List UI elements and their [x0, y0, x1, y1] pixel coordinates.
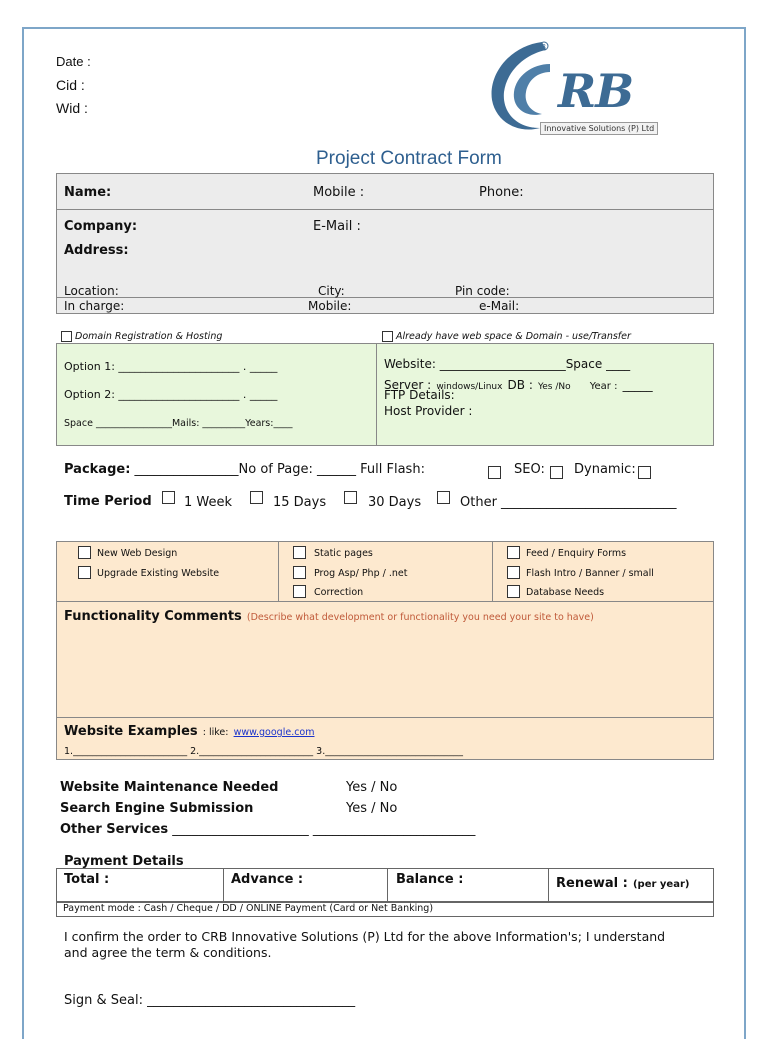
database-needs-checkbox[interactable] [507, 585, 520, 598]
date-label: Date : [56, 54, 91, 69]
correction-checkbox[interactable] [293, 585, 306, 598]
search-engine-yes-no: Yes / No [346, 801, 398, 816]
year-label: Year : [589, 381, 618, 392]
server-os-options: windows/Linux [436, 382, 503, 392]
confirmation-line-1: I confirm the order to CRB Innovative Solutions (P) Ltd for the above Information's; I understand [64, 929, 666, 944]
company-label: Company: [64, 219, 138, 234]
domain-registration-checkbox[interactable] [61, 331, 72, 342]
website-field: Website: _____________________Space ____ [384, 357, 631, 371]
logo-subtitle: Innovative Solutions (P) Ltd [540, 122, 658, 135]
package-line: ________________No of Page: ______ Full Flash: [134, 462, 425, 477]
other-period-field: Other ___________________________ [460, 495, 677, 510]
functionality-description: (Describe what development or functionality you need your site to have) [246, 612, 594, 623]
maintenance-yes-no: Yes / No [346, 780, 398, 795]
other-period-checkbox[interactable] [437, 491, 450, 504]
other-services-label: Other Services [60, 822, 169, 837]
server-label: Server : [384, 378, 432, 392]
full-flash-checkbox[interactable] [488, 466, 501, 479]
correction-label: Correction [314, 587, 364, 598]
database-needs-label: Database Needs [526, 587, 605, 598]
feed-forms-label: Feed / Enquiry Forms [526, 548, 627, 559]
divider [492, 541, 493, 601]
fifteen-days-checkbox[interactable] [250, 491, 263, 504]
renewal-note: (per year) [632, 879, 690, 890]
payment-mode-text: Payment mode : Cash / Cheque / DD / ONLINE Payment (Card or Net Banking) [63, 903, 434, 914]
email-label: E-Mail : [313, 219, 361, 234]
name-label: Name: [64, 185, 112, 200]
new-web-design-checkbox[interactable] [78, 546, 91, 559]
package-row [64, 462, 425, 477]
year-blank: _____ [622, 378, 653, 392]
divider [387, 868, 388, 902]
domain-registration-label: Domain Registration & Hosting [75, 331, 223, 342]
new-web-design-label: New Web Design [97, 548, 178, 559]
address-label: Address: [64, 243, 129, 258]
form-title: Project Contract Form [316, 148, 502, 169]
divider [56, 717, 714, 718]
time-period-label: Time Period [64, 494, 152, 509]
divider [223, 868, 224, 902]
upgrade-website-checkbox[interactable] [78, 566, 91, 579]
website-examples-title: Website Examples [64, 724, 198, 739]
sign-seal-field: Sign & Seal: ________________________________ [64, 993, 356, 1008]
crb-logo [480, 36, 730, 140]
seo-checkbox[interactable] [550, 466, 563, 479]
static-pages-checkbox[interactable] [293, 546, 306, 559]
host-provider-label: Host Provider : [384, 404, 473, 418]
existing-domain-checkbox[interactable] [382, 331, 393, 342]
space-mails-years-field: Space ________________Mails: _________Years:____ [64, 418, 293, 429]
other-services-line: _____________________ _________________________ [172, 822, 476, 837]
example-link[interactable]: www.google.com [233, 727, 315, 738]
balance-label: Balance : [396, 872, 464, 887]
divider [56, 601, 714, 602]
divider [278, 541, 279, 601]
divider [56, 297, 714, 298]
one-week-checkbox[interactable] [162, 491, 175, 504]
confirmation-line-2: and agree the term & conditions. [64, 945, 272, 960]
cid-label: Cid : [56, 77, 85, 93]
package-label: Package: [64, 462, 131, 477]
website-examples-heading [64, 720, 315, 739]
flash-intro-label: Flash Intro / Banner / small [526, 568, 654, 579]
advance-label: Advance : [231, 872, 304, 887]
svg-text:R: R [541, 43, 547, 51]
dynamic-checkbox[interactable] [638, 466, 651, 479]
thirty-days-label: 30 Days [368, 495, 422, 510]
mobile-label: Mobile : [313, 185, 365, 200]
pincode-label: Pin code: [455, 284, 510, 298]
option1-field: Option 1: ______________________ . _____ [64, 360, 278, 373]
incharge-email-label: e-Mail: [479, 299, 520, 313]
divider [548, 868, 549, 902]
website-examples-blanks: 1.________________________ 2.________________________ 3._____________________________ [64, 746, 463, 757]
client-details-panel [56, 173, 714, 314]
website-examples-like: : like: [202, 727, 229, 738]
thirty-days-checkbox[interactable] [344, 491, 357, 504]
upgrade-website-label: Upgrade Existing Website [97, 568, 220, 579]
wid-label: Wid : [56, 100, 88, 116]
db-label: DB : [507, 378, 533, 392]
option2-field: Option 2: ______________________ . _____ [64, 388, 278, 401]
divider [56, 209, 714, 210]
dynamic-label: Dynamic: [574, 462, 636, 477]
other-services-row [60, 822, 475, 837]
payment-details-title: Payment Details [64, 854, 184, 869]
divider [376, 343, 377, 446]
flash-intro-checkbox[interactable] [507, 566, 520, 579]
fifteen-days-label: 15 Days [273, 495, 327, 510]
search-engine-label: Search Engine Submission [60, 801, 254, 816]
static-pages-label: Static pages [314, 548, 373, 559]
programming-label: Prog Asp/ Php / .net [314, 568, 408, 579]
functionality-comments-heading [64, 605, 594, 624]
one-week-label: 1 Week [184, 495, 233, 510]
maintenance-label: Website Maintenance Needed [60, 780, 279, 795]
feed-forms-checkbox[interactable] [507, 546, 520, 559]
db-options: Yes /No [537, 382, 571, 392]
programming-checkbox[interactable] [293, 566, 306, 579]
ftp-details-label: FTP Details: [384, 388, 455, 402]
renewal-cell [556, 872, 689, 891]
location-label: Location: [64, 284, 119, 298]
logo-text: RB [558, 64, 634, 118]
functionality-title: Functionality Comments [64, 609, 242, 624]
existing-domain-label: Already have web space & Domain - use/Transfer [396, 331, 631, 342]
renewal-label: Renewal : [556, 876, 628, 891]
phone-label: Phone: [479, 185, 524, 200]
city-label: City: [318, 284, 345, 298]
incharge-label: In charge: [64, 299, 125, 313]
total-label: Total : [64, 872, 110, 887]
seo-label: SEO: [514, 462, 545, 477]
incharge-mobile-label: Mobile: [308, 299, 352, 313]
